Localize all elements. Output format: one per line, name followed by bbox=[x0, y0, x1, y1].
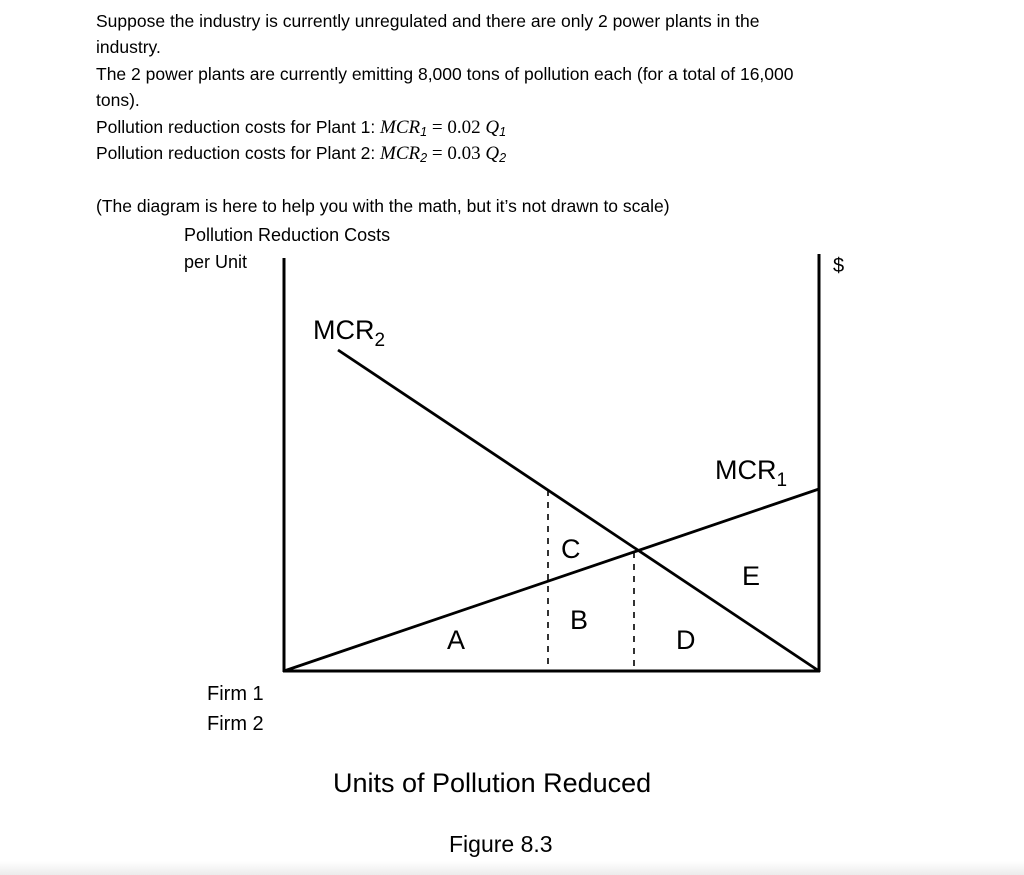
cost1-label: Pollution reduction costs for Plant 1: bbox=[96, 117, 381, 137]
cost1-sub: 1 bbox=[420, 125, 428, 140]
diagram-note: (The diagram is here to help you with the math, but it’s not drawn to scale) bbox=[96, 196, 670, 216]
region-b-label: B bbox=[570, 605, 589, 635]
cost2-var: MCR bbox=[380, 143, 421, 164]
intro-line-4: tons). bbox=[96, 90, 140, 110]
right-axis-dollar-label: $ bbox=[833, 255, 845, 277]
firm-2-label: Firm 2 bbox=[207, 713, 264, 735]
region-c-label: C bbox=[561, 534, 581, 564]
intro-line-2: industry. bbox=[96, 37, 161, 57]
x-axis-label: Units of Pollution Reduced bbox=[333, 768, 652, 798]
y-axis-label-line-2: per Unit bbox=[184, 252, 248, 272]
cost1-q: Q bbox=[485, 117, 500, 138]
region-d-label: D bbox=[676, 625, 696, 655]
cost1-eq: = 0.02 bbox=[427, 117, 486, 138]
cost1-var: MCR bbox=[380, 117, 421, 138]
intro-line-3: The 2 power plants are currently emitting 8,000 tons of pollution each (for a total of 16,000 bbox=[96, 64, 794, 84]
mcr2-label: $MCR_2$ bbox=[313, 315, 386, 351]
cost2-q: Q bbox=[485, 143, 500, 164]
region-a-label: A bbox=[447, 625, 466, 655]
y-axis-label-line-1: Pollution Reduction Costs bbox=[184, 225, 391, 245]
bottom-edge-shadow bbox=[0, 861, 1024, 875]
cost2-label: Pollution reduction costs for Plant 2: bbox=[96, 143, 381, 163]
figure-caption: Figure 8.3 bbox=[449, 831, 553, 857]
mcr1-curve bbox=[284, 489, 819, 671]
intro-line-1: Suppose the industry is currently unregulated and there are only 2 power plants in the bbox=[96, 11, 760, 31]
cost2-qsub: 2 bbox=[499, 151, 507, 166]
cost1-qsub: 1 bbox=[499, 125, 507, 140]
firm-1-label: Firm 1 bbox=[207, 683, 264, 705]
region-e-label: E bbox=[742, 561, 761, 591]
mcr1-label: $MCR_1$ bbox=[715, 455, 788, 491]
cost2-sub: 2 bbox=[420, 151, 428, 166]
cost2-eq: = 0.03 bbox=[427, 143, 486, 164]
